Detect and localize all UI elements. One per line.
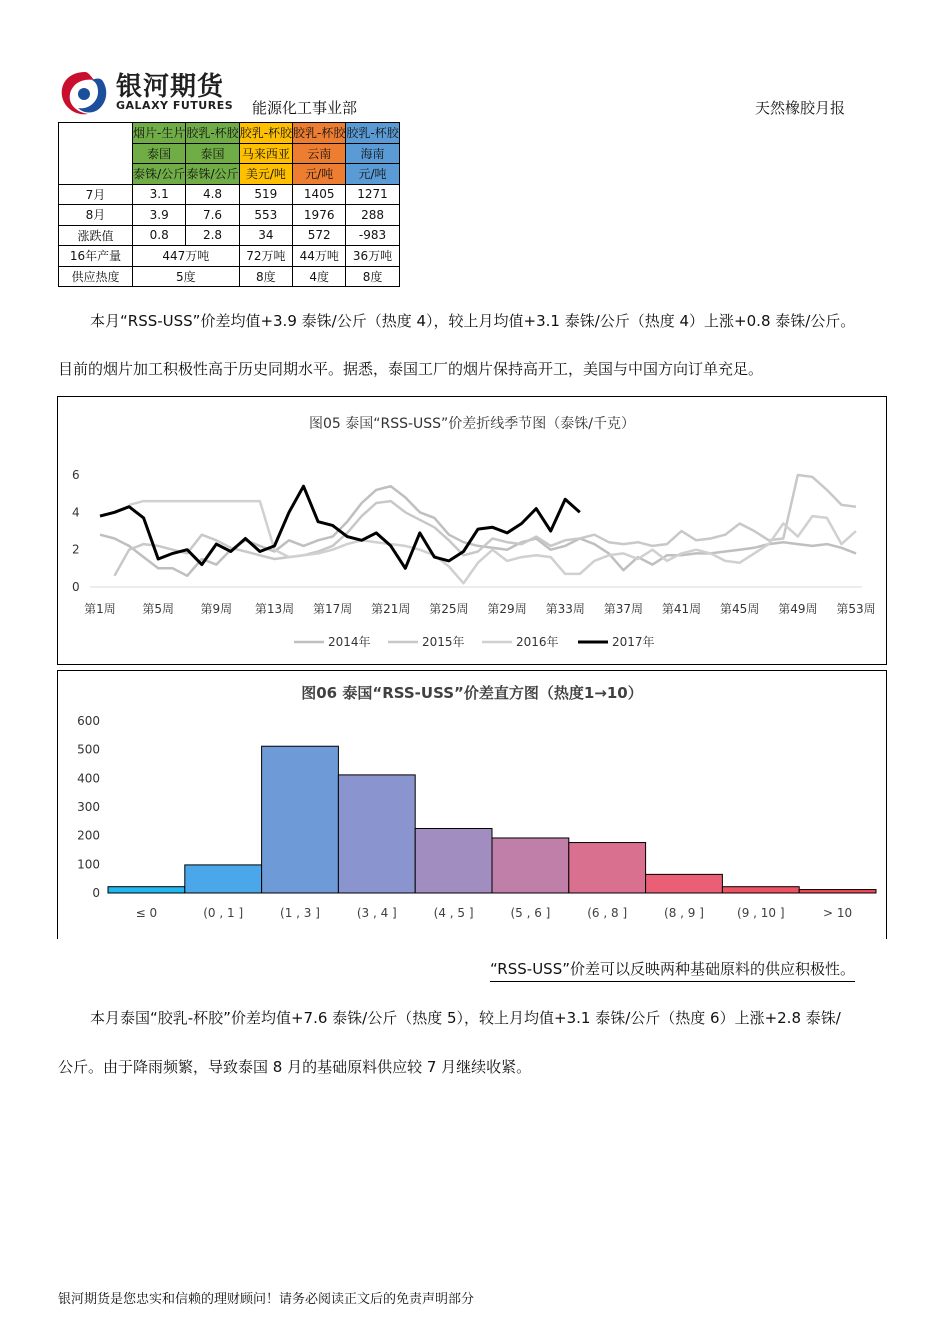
table-row-label: 供应热度 [59,266,133,287]
histogram-bar [569,843,646,893]
table-row [59,225,400,246]
legend-label: 2015年 [422,635,465,649]
table-cell: 72万吨 [239,246,292,267]
table-head-cell: 马来西亚 [239,143,292,164]
table-cell: 3.1 [133,184,186,205]
chart-title: 图05 泰国“RSS-USS”价差折线季节图（泰铢/千克） [308,416,636,432]
table-cell: 4.8 [186,184,239,205]
y-tick-label: 2 [72,542,80,557]
histogram-bar [799,890,876,893]
table-cell: 1271 [346,184,399,205]
table-cell: 1405 [293,184,346,205]
table-head-cell: 胶乳-杯胶 [293,123,346,144]
logo-english-name: GALAXY FUTURES [116,99,234,112]
table-head-row [59,123,400,144]
y-tick-label: 200 [77,828,100,843]
x-tick-label: 第45周 [720,602,760,616]
y-tick-label: 300 [77,800,100,814]
x-tick-label: (6 , 8 ] [587,906,628,920]
y-tick-label: 0 [92,886,100,900]
x-tick-label: > 10 [823,906,853,920]
footer-disclaimer: 银河期货是您忠实和信赖的理财顾问！请务必阅读正文后的免责声明部分 [58,1292,475,1307]
paragraph-line: 目前的烟片加工积极性高于历史同期水平。据悉，泰国工厂的烟片保持高开工，美国与中国方向订单充足。 [58,360,764,378]
table-cell: 7.6 [186,205,239,226]
paragraph-line: 本月“RSS-USS”价差均值+3.9 泰铢/公斤（热度 4），较上月均值+3.1 泰铢/公斤（热度 4）上涨+0.8 泰铢/公斤。 [90,312,856,330]
table-head-cell: 泰铢/公斤 [133,164,186,185]
series-line [129,501,856,583]
x-tick-label: 第53周 [836,602,876,616]
histogram-bar [415,829,492,894]
logo-chinese-name: 银河期货 [116,72,225,102]
x-tick-label: 第5周 [142,602,174,616]
chart-title: 图06 泰国“RSS-USS”价差直方图（热度1→10） [301,684,643,702]
table-cell: 288 [346,205,399,226]
paragraph-line: 本月泰国“胶乳-杯胶”价差均值+7.6 泰铢/公斤（热度 5），较上月均值+3.1 泰铢/公斤（热度 6）上涨+2.8 泰铢/ [90,1009,841,1027]
table-cell: 572 [293,225,346,246]
histogram-bar [722,887,799,893]
y-tick-label: 400 [77,771,100,786]
histogram-container [57,670,887,939]
galaxy-logo-icon [58,68,112,118]
x-tick-label: (4 , 5 ] [433,906,474,920]
x-tick-label: ≤ 0 [135,906,158,920]
histogram-bar [646,874,723,893]
table-cell: 3.9 [133,205,186,226]
table-head-cell: 元/吨 [293,164,346,185]
table-row [59,205,400,226]
report-title: 天然橡胶月报 [755,99,846,117]
series-line [100,486,580,568]
x-tick-label: 第41周 [661,602,702,616]
table-cell: 1976 [293,205,346,226]
table-cell: -983 [346,225,399,246]
x-tick-label: 第49周 [778,602,818,616]
histogram-bar [338,775,415,893]
x-tick-label: (8 , 9 ] [664,906,704,920]
table-head-cell: 胶乳-杯胶 [239,123,292,144]
x-tick-label: (1 , 3 ] [280,906,320,920]
x-tick-label: (3 , 4 ] [356,906,397,920]
table-cell: 36万吨 [346,246,399,267]
y-tick-label: 4 [72,505,80,520]
histogram-bar [492,838,569,893]
table-head-cell: 烟片-生片 [133,123,186,144]
x-tick-label: 第9周 [200,602,233,616]
table-row [59,184,400,205]
paragraph-line: 公斤。由于降雨频繁，导致泰国 8 月的基础原料供应较 7 月继续收紧。 [58,1058,532,1076]
x-tick-label: 第33周 [545,602,585,616]
legend-label: 2016年 [516,635,559,649]
table-head-cell: 泰国 [133,143,186,164]
histogram-bar [262,746,339,893]
table-cell: 5度 [133,266,240,287]
y-tick-label: 500 [77,742,100,757]
x-tick-label: (9 , 10 ] [737,906,785,920]
x-tick-label: 第21周 [371,602,411,616]
legend-label: 2017年 [612,635,655,649]
table-cell: 2.8 [186,225,239,246]
table-head-cell: 元/吨 [346,164,399,185]
x-tick-label: 第37周 [603,602,644,616]
table-head-cell: 云南 [293,143,346,164]
x-tick-label: 第1周 [84,602,116,616]
table-head-cell: 泰国 [186,143,239,164]
histogram-bar [108,887,185,893]
logo [58,66,258,118]
table-row-label: 16年产量 [59,246,133,267]
table-corner [59,123,133,185]
seasonal-line-chart [58,397,886,664]
table-cell: 447万吨 [133,246,240,267]
table-head-cell: 美元/吨 [239,164,292,185]
table-cell: 0.8 [133,225,186,246]
table-head-cell: 泰铢/公斤 [186,164,239,185]
table-cell: 519 [239,184,292,205]
table-cell: 4度 [293,266,346,287]
table-row-label: 8月 [59,205,133,226]
price-spread-table [58,122,400,287]
department-name: 能源化工事业部 [252,99,358,117]
chart-caption: “RSS-USS”价差可以反映两种基础原料的供应积极性。 [490,958,855,982]
table-row-label: 7月 [59,184,133,205]
y-tick-label: 600 [77,714,100,728]
y-tick-label: 0 [72,580,80,594]
x-tick-label: 第13周 [254,602,295,616]
table-row [59,266,400,287]
legend-label: 2014年 [328,635,371,649]
x-tick-label: 第17周 [312,602,353,616]
table-cell: 553 [239,205,292,226]
spread-histogram [58,671,886,939]
x-tick-label: (0 , 1 ] [203,906,244,920]
table-cell: 34 [239,225,292,246]
table-head-cell: 胶乳-杯胶 [186,123,239,144]
line-chart-container [57,396,887,665]
x-tick-label: 第29周 [487,602,527,616]
table-head-cell: 海南 [346,143,399,164]
x-tick-label: (5 , 6 ] [510,906,551,920]
table-cell: 44万吨 [293,246,346,267]
x-tick-label: 第25周 [429,602,469,616]
table-row [59,246,400,267]
table-cell: 8度 [239,266,292,287]
y-tick-label: 6 [72,468,80,482]
table-head-cell: 胶乳-杯胶 [346,123,399,144]
table-cell: 8度 [346,266,399,287]
table-row-label: 涨跌值 [59,225,133,246]
y-tick-label: 100 [77,857,100,872]
histogram-bar [185,865,262,893]
